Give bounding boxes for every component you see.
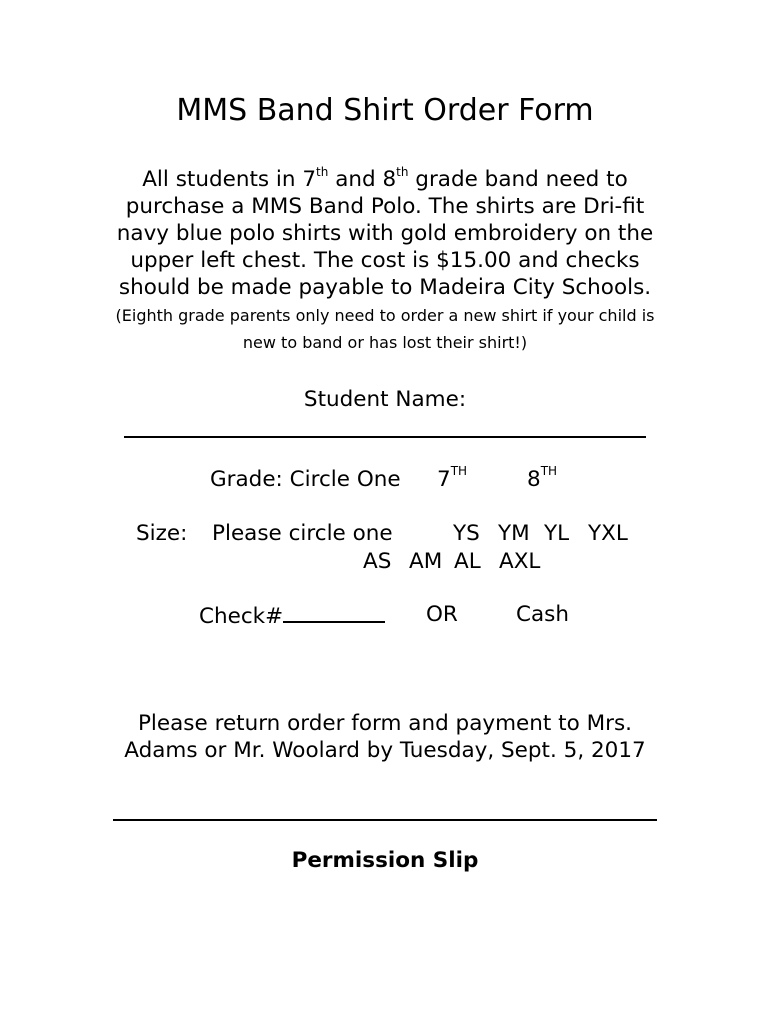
grade-option-7th-number: 7 (437, 467, 451, 492)
intro-text-1: All students in 7 (142, 167, 317, 192)
student-name-label: Student Name: (303, 387, 467, 412)
intro-text-3: grade band need to purchase a MMS Band Polo. The shirts are Dri-fit navy blue polo shirts with gold embroidery on the upper left chest. The cost is $15.00 and checks should be made payable to Madeira City Schools. (116, 167, 654, 300)
size-option-as[interactable]: AS (363, 549, 392, 574)
size-option-ys[interactable]: YS (453, 521, 480, 546)
grade-label: Grade: Circle One (210, 467, 401, 492)
intro-sup-2: th (396, 164, 409, 179)
size-option-yxl[interactable]: YXL (588, 521, 628, 546)
return-instructions: Please return order form and payment to Mrs. Adams or Mr. Woolard by Tuesday, Sept. 5, 2017 (124, 711, 646, 763)
grade-option-7th-suffix: TH (450, 463, 468, 478)
intro-text-2: and 8 (328, 167, 397, 192)
check-number-field[interactable] (283, 601, 385, 623)
payment-option-cash[interactable]: Cash (516, 602, 570, 627)
intro-note: (Eighth grade parents only need to order a new shirt if your child is new to band or has lost their shirt!) (115, 306, 655, 352)
section-divider (113, 819, 657, 821)
grade-option-8th[interactable] (527, 463, 558, 494)
size-option-am[interactable]: AM (409, 549, 443, 574)
size-option-axl[interactable]: AXL (499, 549, 541, 574)
size-option-ym[interactable]: YM (498, 521, 530, 546)
size-label: Size: (136, 521, 188, 546)
grade-option-7th[interactable] (437, 463, 468, 494)
grade-option-8th-number: 8 (527, 467, 541, 492)
intro-sup-1: th (316, 164, 329, 179)
payment-or-label: OR (426, 602, 458, 627)
permission-slip-title: Permission Slip (291, 848, 479, 873)
intro-paragraph (100, 166, 670, 355)
check-number-label: Check# (199, 604, 284, 629)
size-option-yl[interactable]: YL (544, 521, 570, 546)
check-number-group (199, 601, 385, 631)
size-instruction: Please circle one (212, 521, 393, 546)
grade-option-8th-suffix: TH (540, 463, 558, 478)
size-option-al[interactable]: AL (454, 549, 481, 574)
form-title: MMS Band Shirt Order Form (176, 93, 594, 128)
student-name-field[interactable] (124, 436, 646, 438)
